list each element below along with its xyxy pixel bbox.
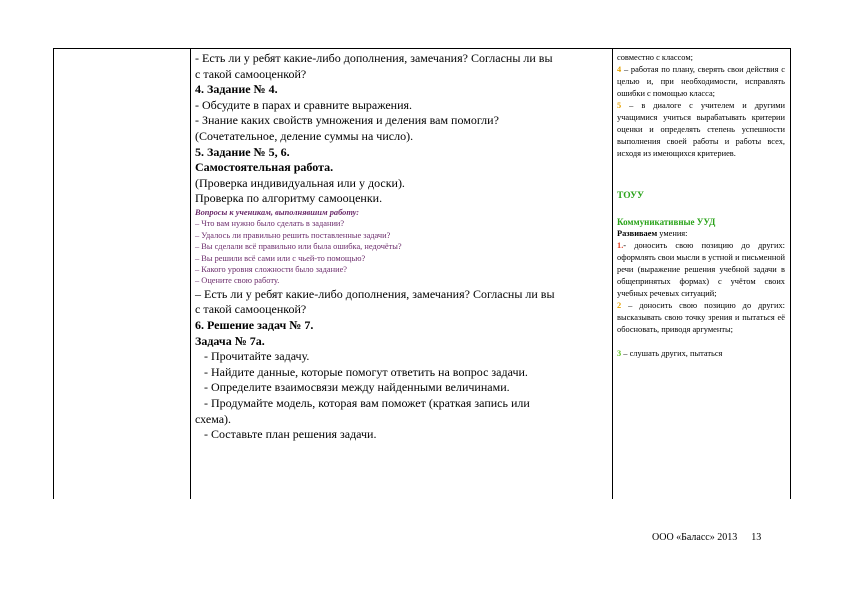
lesson-table	[53, 48, 791, 499]
spacer	[617, 160, 785, 190]
text-line: - Обсудите в парах и сравните выражения.	[195, 97, 413, 112]
table-column-stage	[54, 49, 191, 499]
uud-paragraph	[617, 348, 785, 360]
task-heading: 6. Решение задач № 7.	[195, 317, 314, 332]
item-number: 5	[617, 101, 622, 110]
text-line: – Есть ли у ребят какие-либо дополнения, замечания? Согласны ли вы	[195, 286, 555, 301]
item-text: – доносить свою позицию до других: высказывать свою точку зрения и пытаться её обосновать, приводя аргументы;	[617, 301, 785, 334]
text-line: - Найдите данные, которые помогут ответить на вопрос задачи.	[204, 364, 528, 379]
question-item: – Вы решили всё сами или с чьей-то помощью?	[195, 253, 366, 263]
text-line: - Составьте план решения задачи.	[204, 427, 377, 442]
text-line: - Знание каких свойств умножения и деления вам помогли?	[195, 113, 499, 128]
text-line: с такой самооценкой?	[195, 66, 307, 81]
spacer	[617, 202, 785, 216]
uud-paragraph	[617, 64, 785, 100]
question-item: – Какого уровня сложности было задание?	[195, 264, 348, 274]
text-line: - Прочитайте задачу.	[204, 349, 310, 364]
text-line: - Есть ли у ребят какие-либо дополнения, замечания? Согласны ли вы	[195, 51, 553, 65]
item-number: 2	[617, 301, 622, 310]
develop-rest: умения:	[657, 229, 688, 238]
table-column-activity	[191, 49, 613, 499]
task-subheading: Задача № 7а.	[195, 333, 265, 348]
task-heading: 5. Задание № 5, 6.	[195, 144, 290, 159]
uud-text	[617, 52, 785, 360]
text-line: с такой самооценкой?	[195, 302, 307, 317]
item-text: – слушать других, пытаться	[621, 349, 723, 358]
activity-text	[195, 51, 609, 443]
question-item: – Оцените свою работу.	[195, 276, 280, 286]
uud-paragraph	[617, 240, 785, 300]
develop-label: Развиваем	[617, 229, 658, 238]
item-text: – работая по плану, сверять свои действия с целью и, при необходимости, исправлять ошибки с помощью класса;	[617, 65, 785, 98]
text-line: - Продумайте модель, которая вам поможет (краткая запись или	[204, 395, 530, 410]
item-number: 1.	[617, 241, 624, 250]
text-line: (Сочетательное, деление суммы на число).	[195, 128, 414, 143]
question-item: – Вы сделали всё правильно или была ошибка, недочёты?	[195, 242, 402, 252]
spacer	[617, 336, 785, 348]
item-number: 4	[617, 65, 622, 74]
item-text: - доносить свою позицию до других: оформлять свои мысли в устной и письменной речи (выражение решения учебной задачи в общепринятых формах) с учётом своих учебных речевых ситуаций;	[617, 241, 785, 298]
question-item: – Удалось ли правильно решить поставленные задачи?	[195, 230, 391, 240]
task-subheading: Самостоятельная работа.	[195, 160, 334, 175]
text-line: Проверка по алгоритму самооценки.	[195, 191, 383, 206]
uud-paragraph	[617, 228, 785, 240]
uud-paragraph	[617, 100, 785, 160]
text-line: схема).	[195, 411, 232, 426]
uud-paragraph: совместно с классом;	[617, 53, 693, 62]
item-number: 3	[617, 349, 622, 358]
page-number: 13	[751, 532, 762, 543]
text-line: - Определите взаимосвязи между найденными величинами.	[204, 380, 510, 395]
questions-title: Вопросы к ученикам, выполнявшим работу:	[195, 207, 360, 217]
table-column-uud	[613, 49, 791, 499]
uud-paragraph	[617, 300, 785, 336]
section-heading: Коммуникативные УУД	[617, 217, 716, 227]
text-line: (Проверка индивидуальная или у доски).	[195, 175, 405, 190]
footer-company: ООО «Баласс» 2013	[652, 532, 738, 543]
item-text: – в диалоге с учителем и другими учащимися учиться вырабатывать критерии оценки и определять степень успешности выполнения своей работы и работы всех, исходя из имеющихся критериев.	[617, 101, 785, 158]
task-heading: 4. Задание № 4.	[195, 82, 278, 97]
page-footer	[652, 532, 761, 543]
section-heading: ТОУУ	[617, 191, 645, 201]
question-item: – Что вам нужно было сделать в задании?	[195, 219, 345, 229]
